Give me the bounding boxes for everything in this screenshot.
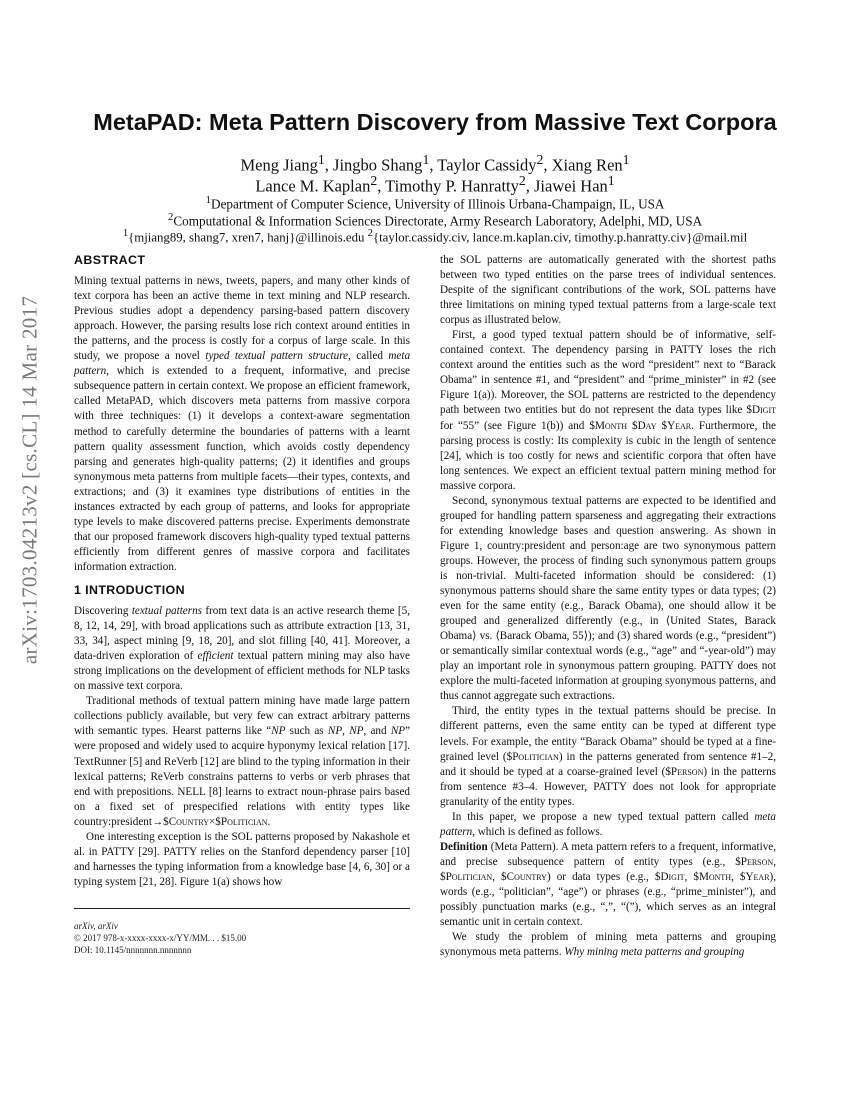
- intro-paragraph-1: Discovering textual patterns from text data is an active research theme [5, 8, 12, 14, 29], with broad applications such as attribute extraction [13, 31, 33, 34], aspect mining [9, 18, 20], and slot filling [40, 41]. Moreover, a data-driven exploration of efficient textual pattern mining may also have strong implications on the development of efficient methods for NLP tasks on massive text corpora.: [74, 605, 410, 693]
- line1-author-1-sup: 1: [317, 152, 325, 167]
- introduction-heading: 1 INTRODUCTION: [74, 582, 185, 597]
- line1-author-2: Jingbo Shang: [333, 155, 423, 175]
- affiliation-2-text: Computational & Information Sciences Directorate, Army Research Laboratory, Adelphi, MD, USA: [173, 213, 703, 229]
- author-line-1: Meng Jiang$^1$, Jingbo Shang$^1$, Taylor Cassidy$^2$, Xiang Ren$^1$: [240, 152, 630, 175]
- left-column: [74, 253, 410, 890]
- line1-author-3-sup: 2: [536, 152, 544, 167]
- line1-author-1: Meng Jiang: [240, 155, 318, 175]
- line2-author-1-sup: 2: [370, 173, 378, 188]
- right-paragraph-4: Third, the entity types in the textual patterns should be precise. In different patterns, even the same entity can be typed at different type levels. For example, the entity “Barack Obama” should be typed at a fine-grained level ($Politician) in the patterns generated from sentence #1–2, and it should be typed at a coarse-grained level ($Person) in the patterns from sentence #3–4. However, PATTY does not look for appropriate granularity of the entity types.: [440, 705, 777, 808]
- abstract-heading: ABSTRACT: [74, 253, 146, 267]
- line2-author-3-sup: 1: [607, 173, 615, 188]
- affiliation-1-sup: 1: [205, 194, 212, 206]
- affiliation-2: [60, 211, 810, 229]
- line2-author-3: Jiawei Han: [534, 176, 608, 196]
- line1-author-4-sup: 1: [622, 152, 630, 167]
- doi-line: DOI: 10.1145/nnnnnnn.nnnnnnn: [74, 945, 192, 955]
- line1-author-2-sup: 1: [422, 152, 430, 167]
- line1-author-3: Taylor Cassidy: [437, 155, 537, 175]
- email-sup-1: 1: [122, 228, 129, 239]
- intro-paragraph-2: Traditional methods of textual pattern mining have made large pattern collections publicly available, but very few can extract arbitrary patterns with semantic types. Hearst patterns like “NP such as NP, NP, and NP” were proposed and widely used to acquire hyponymy lexical relation [17]. TextRunner [5] and ReVerb [12] are blind to the typing information in their lexical patterns; ReVerb constrains patterns to verbs or verb phrases that end with prepositions. NELL [8] learns to extract noun-phrase pairs based on a fixed set of prespecified relations with entity types like country:president→$Country×$Politician.: [74, 695, 411, 828]
- author-emails: [60, 228, 810, 245]
- author-line-2: Lance M. Kaplan$^2$, Timothy P. Hanratty$^2$, Jiawei Han$^1$: [255, 173, 615, 196]
- copyright-footer: [74, 920, 410, 956]
- affiliation-1: [60, 194, 810, 212]
- abstract-text: Mining textual patterns in news, tweets, papers, and many other kinds of text corpora has been an active theme in text mining and NLP research. Previous studies adopt a dependency parsing-based pattern discovery approach. However, the parsing results lose rich context around entities in the patterns, and the process is costly for a corpus of large scale. In this study, we propose a novel typed textual pattern structure, called meta pattern, which is extended to a frequent, informative, and precise subsequence pattern in certain context. We propose an efficient framework, called MetaPAD, which discovers meta patterns from massive corpora with three techniques: (1) it develops a context-aware segmentation method to carefully determine the boundaries of patterns with a learnt pattern quality assessment function, which avoids costly dependency parsing and generates high-quality patterns; (2) it identifies and groups synonymous meta patterns from multiple facets—their types, contexts, and extractions; and (3) it examines type distributions of entities in the instances extracted by each group of patterns, and looks for appropriate type levels to make discovered patterns precise. Experiments demonstrate that our proposed framework discovers high-quality typed textual patterns efficiently from different genres of massive corpora and facilitates information extraction.: [74, 275, 411, 573]
- right-paragraph-6: We study the problem of mining meta patterns and grouping synonymous meta patterns. Why mining meta patterns and grouping: [440, 931, 776, 959]
- footnote-rule: [74, 908, 410, 909]
- affiliation-2-sup: 2: [167, 211, 174, 223]
- line2-author-1: Lance M. Kaplan: [255, 176, 371, 196]
- right-paragraph-3: Second, synonymous textual patterns are expected to be identified and grouped for handling pattern sparseness and aggregating their extractions for extending knowledge bases and question answering. As shown in Figure 1, country:president and person:age are two synonymous pattern groups. However, the process of finding such synonymous pattern groups is non-trivial. Multi-faceted information should be considered: (1) synonymous patterns should share the same entity types or data types; (2) even for the same entity (e.g., Barack Obama), one should allow it be grouped and generalized differently (e.g., in ⟨United States, Barack Obama⟩ vs. ⟨Barack Obama, 55⟩); and (3) shared words (e.g., “president”) or semantically similar contextual words (e.g., “age” and “-year-old”) may play an important role in synonymous pattern grouping. PATTY does not explore the multi-faceted information at grouping syonymous patterns, and thus cannot aggregate such extractions.: [440, 494, 776, 703]
- line2-author-2-sup: 2: [518, 173, 526, 188]
- email-illinois: {mjiang89, shang7, xren7, hanj}@illinois.edu: [128, 230, 365, 245]
- paper-title: MetaPAD: Meta Pattern Discovery from Massive Text Corpora: [93, 109, 777, 135]
- email-sup-2: 2: [367, 228, 373, 239]
- right-paragraph-5: In this paper, we propose a new typed textual pattern called meta pattern, which is defined as follows.: [440, 810, 776, 838]
- intro-paragraph-3: One interesting exception is the SOL patterns proposed by Nakashole et al. in PATTY [29]. PATTY relies on the Stanford dependency parser [10] and harnesses the typing information from a knowledge base [4, 6, 30] or a typing system [21, 28]. Figure 1(a) shows how: [74, 830, 410, 888]
- right-column: [440, 253, 776, 960]
- arxiv-identifier: arXiv:1703.04213v2 [cs.CL] 14 Mar 2017: [17, 295, 42, 665]
- arxiv-side-stamp: [10, 270, 50, 690]
- definition-meta-pattern: Definition (Meta Pattern). A meta pattern refers to a frequent, informative, and precise subsequence pattern of entity types (e.g., $Person, $Politician, $Country) or data types (e.g., $Digit, $Month, $Year), words (e.g., “politician”, “age”) or phrases (e.g., “prime_minister”), and possibly punctuation marks (e.g., “,”, “(”), which serves as an integral semantic unit in certain context.: [440, 840, 777, 929]
- venue-line: arXiv, arXiv: [74, 921, 118, 931]
- affiliation-1-text: Department of Computer Science, University of Illinois Urbana-Champaign, IL, USA: [211, 196, 665, 212]
- line2-author-2: Timothy P. Hanratty: [385, 176, 519, 196]
- right-paragraph-2: First, a good typed textual pattern should be of informative, self-contained context. The dependency parsing in PATTY loses the rich context around the entities such as the word “president” next to “Barack Obama” in sentence #1, and “president” and “prime_minister” in #2 (see Figure 1(a)). Moreover, the SOL patterns are restricted to the dependency path between two entities but do not represent the data types like $Digit for “55” (see Figure 1(b)) and $Month $Day $Year. Furthermore, the parsing process is costly: Its complexity is cubic in the length of sentence [24], which is too costly for news and scientific corpora that often have long sentences. We expect an efficient textual pattern mining method for massive corpora.: [440, 329, 776, 492]
- right-paragraph-1: the SOL patterns are automatically generated with the shortest paths between two typed entities on the parse trees of individual sentences. Despite of the significant contributions of the work, SOL patterns have three limitations on mining typed textual patterns from a large-scale text corpus as illustrated below.: [440, 254, 776, 327]
- email-mil: {taylor.cassidy.civ, lance.m.kaplan.civ, timothy.p.hanratty.civ}@mail.mil: [372, 230, 748, 245]
- line1-author-4: Xiang Ren: [551, 155, 623, 175]
- copyright-line: © 2017 978-x-xxxx-xxxx-x/YY/MM. . . $15.00: [74, 933, 247, 943]
